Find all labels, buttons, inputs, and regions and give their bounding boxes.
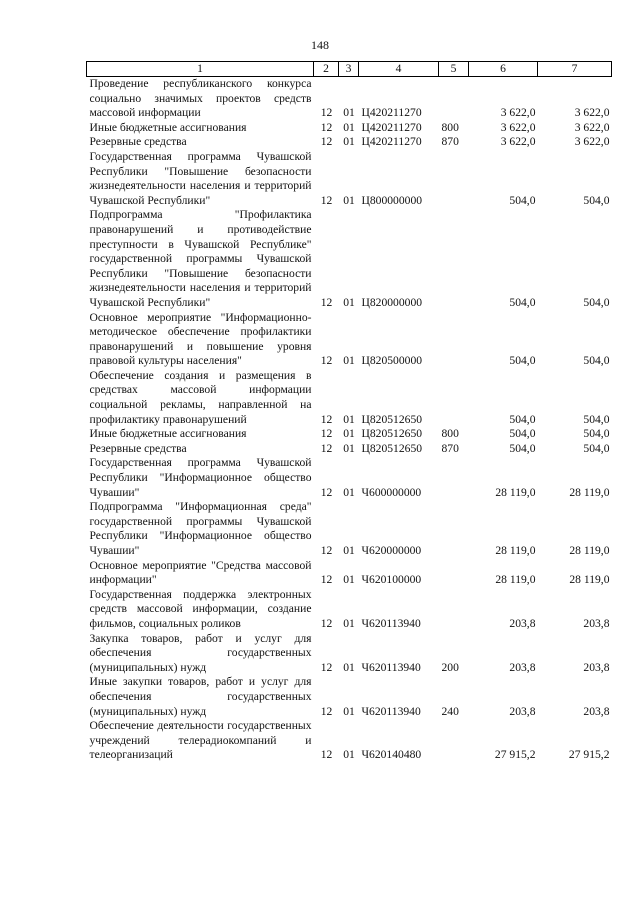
table-row — [87, 121, 612, 136]
row-amount-1: 3 622,0 — [500, 120, 536, 134]
row-subsection: 01 — [343, 120, 355, 134]
row-expense-type — [439, 588, 469, 632]
row-name: Основное мероприятие "Информационно-методическое обеспечение профилактики правонарушений и повышение уровня правовой культуры населения" — [89, 310, 312, 368]
row-amount-1: 28 119,0 — [495, 573, 536, 587]
row-name: Закупка товаров, работ и услуг для обеспечения государственных (муниципальных) нужд — [89, 631, 312, 674]
row-expense-type: 200 — [441, 660, 459, 674]
row-subsection: 01 — [343, 295, 355, 309]
row-amount-2: 504,0 — [583, 441, 610, 455]
row-target-article: Ц420211270 — [361, 135, 422, 149]
row-name: Государственная программа Чувашской Республики "Информационное общество Чувашии" — [89, 456, 312, 499]
row-target-article: Ц820500000 — [361, 354, 423, 368]
row-section: 12 — [320, 660, 333, 674]
table-row — [87, 559, 612, 588]
row-expense-type — [439, 456, 469, 500]
row-amount-2: 3 622,0 — [574, 135, 610, 149]
row-expense-type: 800 — [441, 120, 459, 134]
table-header-row — [87, 62, 612, 77]
column-header: 1 — [87, 62, 314, 77]
row-target-article: Ч620113940 — [361, 616, 421, 630]
row-target-article: Ч620113940 — [361, 704, 421, 718]
row-expense-type — [439, 150, 469, 208]
row-amount-1: 28 119,0 — [495, 544, 536, 557]
row-amount-1: 504,0 — [509, 427, 536, 441]
row-amount-1: 203,8 — [509, 660, 536, 674]
row-name: Государственная программа Чувашской Республики "Повышение безопасности жизнедеятельности населения и территорий Чувашской Республики" — [89, 149, 312, 207]
row-target-article: Ч620100000 — [361, 573, 422, 587]
row-amount-2: 504,0 — [583, 354, 610, 368]
row-subsection: 01 — [343, 573, 355, 587]
row-name: Государственная поддержка электронных средств массовой информации, создание фильмов, социальных роликов — [89, 587, 312, 630]
row-section: 12 — [320, 135, 333, 149]
row-name: Иные закупки товаров, работ и услуг для обеспечения государственных (муниципальных) нужд — [89, 675, 312, 718]
row-target-article: Ц420211270 — [361, 120, 422, 134]
row-name: Иные бюджетные ассигнования — [89, 427, 247, 441]
table-row — [87, 632, 612, 676]
row-section: 12 — [320, 544, 333, 557]
row-amount-1: 504,0 — [509, 193, 536, 207]
row-amount-2: 28 119,0 — [569, 544, 610, 557]
row-amount-1: 3 622,0 — [500, 135, 536, 149]
row-amount-2: 203,8 — [583, 704, 610, 718]
row-target-article: Ч600000000 — [361, 485, 422, 499]
row-subsection: 01 — [343, 660, 355, 674]
row-section: 12 — [320, 427, 333, 441]
row-section: 12 — [320, 120, 333, 134]
row-section: 12 — [320, 193, 333, 207]
column-header: 3 — [339, 62, 359, 77]
row-subsection: 01 — [343, 135, 355, 149]
row-target-article: Ц420211270 — [361, 106, 422, 120]
table-row — [87, 208, 612, 310]
row-name: Подпрограмма "Профилактика правонарушений и противодействие преступности в Чувашской Республике" государственной программы Чувашской Республики "Повышение безопасности жизнедеятельности населения и территорий Чувашской Республики" — [89, 208, 312, 309]
column-header: 7 — [538, 62, 612, 77]
page-number: 148 — [311, 38, 329, 52]
row-subsection: 01 — [343, 412, 355, 426]
row-amount-2: 27 915,2 — [568, 748, 610, 762]
row-expense-type — [439, 559, 469, 588]
row-amount-2: 203,8 — [583, 660, 610, 674]
row-target-article: Ц800000000 — [361, 193, 423, 207]
table-row — [87, 427, 612, 442]
row-target-article: Ч620113940 — [361, 660, 421, 674]
row-amount-2: 504,0 — [583, 412, 610, 426]
row-expense-type: 240 — [441, 704, 459, 718]
row-subsection: 01 — [343, 704, 355, 718]
row-amount-1: 504,0 — [509, 441, 536, 455]
row-subsection: 01 — [343, 748, 355, 762]
row-name: Подпрограмма "Информационная среда" государственной программы Чувашской Республики "Информационное общество Чувашии" — [89, 500, 312, 557]
row-expense-type: 800 — [441, 427, 459, 441]
row-expense-type: 870 — [441, 135, 459, 149]
row-amount-1: 504,0 — [509, 295, 536, 309]
table-row — [87, 675, 612, 719]
row-name: Обеспечение деятельности государственных учреждений телерадиокомпаний и телеорганизаций — [89, 719, 312, 762]
row-amount-1: 27 915,2 — [494, 748, 536, 762]
table-row — [87, 135, 612, 150]
row-target-article: Ч620140480 — [361, 748, 422, 762]
row-section: 12 — [320, 616, 333, 630]
table-row — [87, 369, 612, 427]
table-row — [87, 442, 612, 457]
row-target-article: Ц820512650 — [361, 427, 423, 441]
row-subsection: 01 — [343, 485, 355, 499]
row-subsection: 01 — [343, 616, 355, 630]
row-name: Иные бюджетные ассигнования — [89, 120, 247, 134]
column-header: 5 — [439, 62, 469, 77]
table-row — [87, 588, 612, 632]
row-section: 12 — [320, 573, 333, 587]
row-target-article: Ц820000000 — [361, 295, 423, 309]
column-header: 6 — [469, 62, 538, 77]
row-amount-2: 504,0 — [583, 193, 610, 207]
row-section: 12 — [320, 354, 333, 368]
row-amount-2: 3 622,0 — [574, 120, 610, 134]
row-target-article: Ц820512650 — [361, 441, 423, 455]
column-header: 4 — [359, 62, 439, 77]
row-expense-type — [439, 369, 469, 427]
row-amount-1: 28 119,0 — [495, 485, 536, 499]
row-amount-1: 504,0 — [509, 354, 536, 368]
row-amount-2: 28 119,0 — [569, 485, 610, 499]
row-expense-type — [439, 500, 469, 558]
row-amount-2: 3 622,0 — [574, 106, 610, 120]
column-header: 2 — [314, 62, 339, 77]
row-name: Проведение республиканского конкурса социально значимых проектов средств массовой информации — [89, 77, 312, 120]
table-row — [87, 77, 612, 121]
row-expense-type — [439, 77, 469, 121]
row-subsection: 01 — [343, 193, 355, 207]
row-target-article: Ч620000000 — [361, 544, 422, 557]
row-section: 12 — [320, 106, 333, 120]
row-section: 12 — [320, 412, 333, 426]
row-name: Резервные средства — [89, 441, 187, 455]
table-row — [87, 456, 612, 500]
table-row — [87, 500, 612, 558]
row-section: 12 — [320, 704, 333, 718]
row-amount-2: 504,0 — [583, 295, 610, 309]
row-subsection: 01 — [343, 354, 355, 368]
row-section: 12 — [320, 748, 333, 762]
row-expense-type — [439, 208, 469, 310]
row-subsection: 01 — [343, 427, 355, 441]
row-subsection: 01 — [343, 441, 355, 455]
row-amount-1: 203,8 — [509, 616, 536, 630]
row-amount-2: 504,0 — [583, 427, 610, 441]
budget-table — [86, 61, 612, 763]
row-section: 12 — [320, 295, 333, 309]
table-row — [87, 150, 612, 208]
table-body — [87, 77, 612, 763]
table-row — [87, 311, 612, 369]
row-section: 12 — [320, 441, 333, 455]
row-expense-type: 870 — [441, 441, 459, 455]
row-section: 12 — [320, 485, 333, 499]
row-amount-1: 203,8 — [509, 704, 536, 718]
row-subsection: 01 — [343, 106, 355, 120]
row-amount-1: 504,0 — [509, 412, 536, 426]
row-subsection: 01 — [343, 544, 355, 557]
row-name: Резервные средства — [89, 135, 187, 149]
row-amount-2: 28 119,0 — [569, 573, 610, 587]
row-name: Обеспечение создания и размещения в средствах массовой информации социальной рекламы, направленной на профилактику правонарушений — [89, 368, 312, 426]
row-expense-type — [439, 719, 469, 763]
row-target-article: Ц820512650 — [361, 412, 423, 426]
table-row — [87, 719, 612, 763]
row-amount-2: 203,8 — [583, 616, 610, 630]
row-expense-type — [439, 311, 469, 369]
row-amount-1: 3 622,0 — [500, 106, 536, 120]
row-name: Основное мероприятие "Средства массовой информации" — [89, 558, 312, 587]
